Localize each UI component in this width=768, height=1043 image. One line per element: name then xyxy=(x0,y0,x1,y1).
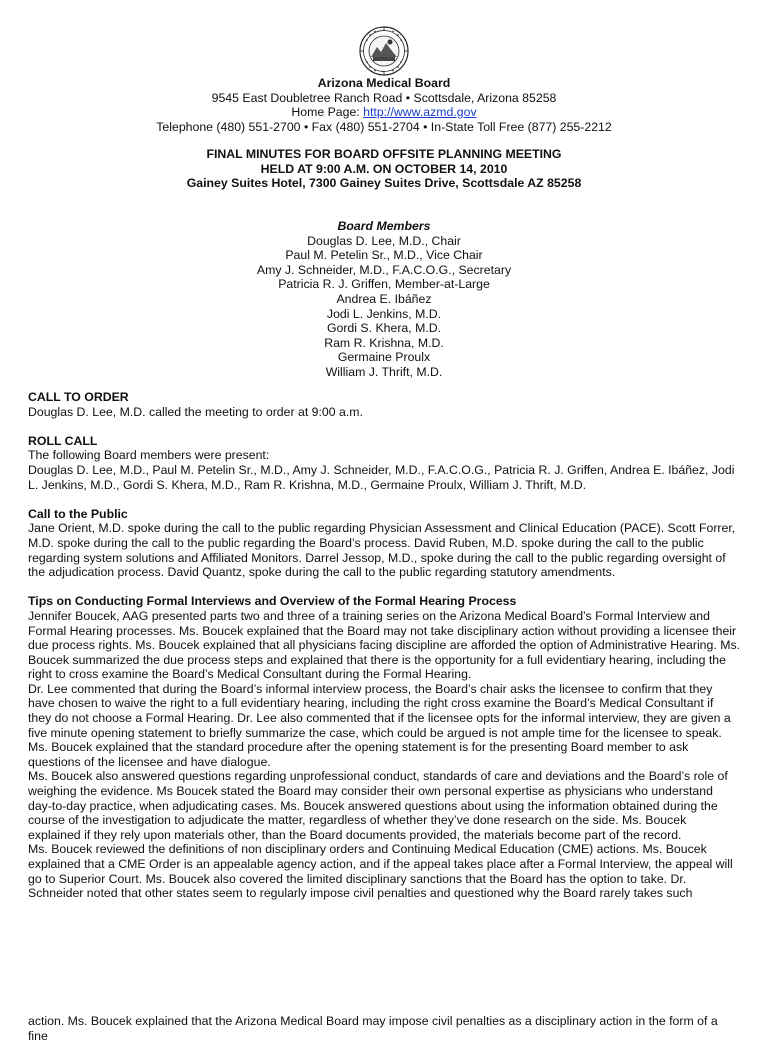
minutes-body xyxy=(28,390,740,915)
paragraph: Jennifer Boucek, AAG presented parts two and three of a training series on the Arizona Medical Board’s Formal Interview and Formal Hearing processes. Ms. Boucek explained that the Board may not take disciplinary action without providing a licensee their due process rights. Ms. Boucek explained that all physicians facing discipline are afforded the option of Administrative Hearing. Ms. Boucek summarized the due process steps and explained that there is the opportunity for a full evidentiary hearing, including the right to cross examine the Board’s Medical Consultant during the Formal Hearing. xyxy=(28,608,741,682)
board-members-heading: Board Members xyxy=(337,219,431,233)
paragraph: Ms. Boucek reviewed the definitions of non disciplinary orders and Continuing Medical Education (CME) actions. Ms. Boucek explained that a CME Order is an appealable agency action, and if the appeal takes place after a Formal Interview, the appeal will go to Superior Court. Ms. Boucek also covered the limited disciplinary sanctions that the Board has the option to take. Dr. Schneider noted that other states seem to regularly impose civil penalties and questioned why the Board rarely takes such xyxy=(28,842,733,901)
meeting-title-block xyxy=(0,147,768,191)
letterhead xyxy=(0,76,768,134)
organization-address: 9545 East Doubletree Ranch Road • Scottsdale, Arizona 85258 xyxy=(211,90,557,105)
meeting-location: Gainey Suites Hotel, 7300 Gainey Suites Drive, Scottsdale AZ 85258 xyxy=(186,176,582,191)
cutoff-text: action. Ms. Boucek explained that the Arizona Medical Board may impose civil penalties as a disciplinary action in the form of a fine xyxy=(28,1014,718,1043)
section-heading: Tips on Conducting Formal Interviews and Overview of the Formal Hearing Process xyxy=(28,594,517,609)
board-member: Patricia R. J. Griffen, Member-at-Large xyxy=(278,277,490,292)
home-page-line xyxy=(0,105,768,120)
section-text: Douglas D. Lee, M.D., Paul M. Petelin Sr., M.D., Amy J. Schneider, M.D., F.A.C.O.G., Patricia R. J. Griffen, Andrea E. Ibáñez, Jodi L. Jenkins, M.D., Gordi S. Khera, M.D., Ram R. Krishna, M.D., Germaine Proulx, William J. Thrift, M.D. xyxy=(28,462,735,492)
section-text: The following Board members were present: xyxy=(28,448,270,463)
board-member: Andrea E. Ibáñez xyxy=(336,291,432,306)
organization-name: Arizona Medical Board xyxy=(317,76,451,90)
section-heading: CALL TO ORDER xyxy=(28,390,129,404)
call-to-public-section xyxy=(28,507,740,580)
section-text: Jane Orient, M.D. spoke during the call to the public regarding Physician Assessment and Clinical Education (PACE). Scott Forrer, M.D. spoke during the call to the public regarding the Board’s process. David Ruben, M.D. spoke during the call to the public regarding system solutions and Affiliated Monitors. Darrel Jessop, M.D., spoke during the call to the public regarding oversight of the adjudication process. David Quantz, spoke during the call to the public regarding statutory amendments. xyxy=(28,521,736,580)
paragraph: Dr. Lee commented that during the Board’s informal interview process, the Board’s chair asks the licensee to confirm that they have chosen to waive the right to a full evidentiary hearing, including the right cross examine the Board’s Medical Consultant if they do not choose a Formal Hearing. Dr. Lee also commented that if the licensee opts for the informal interview, they are given a five minute opening statement to briefly summarize the case, which could be argued is not ample time for the licensee to speak. Ms. Boucek explained that the standard procedure after the opening statement is for the presenting Board member to ask questions of the licensee and have dialogue. xyxy=(28,681,731,769)
board-member: Jodi L. Jenkins, M.D. xyxy=(326,306,442,321)
board-member: Germaine Proulx xyxy=(337,350,431,365)
meeting-time: HELD AT 9:00 A.M. ON OCTOBER 14, 2010 xyxy=(260,161,508,176)
contact-phone-line: Telephone (480) 551-2700 • Fax (480) 551-2704 • In-State Toll Free (877) 255-2212 xyxy=(156,119,612,134)
call-to-order-section xyxy=(28,390,740,419)
meeting-title: FINAL MINUTES FOR BOARD OFFSITE PLANNING MEETING xyxy=(206,147,562,161)
board-member: Ram R. Krishna, M.D. xyxy=(324,335,444,350)
state-seal-icon xyxy=(359,26,409,76)
board-member: Gordi S. Khera, M.D. xyxy=(326,321,442,336)
formal-interviews-section xyxy=(28,594,740,900)
home-page-link[interactable]: http://www.azmd.gov xyxy=(363,105,477,120)
section-heading: ROLL CALL xyxy=(28,433,98,448)
board-member: Paul M. Petelin Sr., M.D., Vice Chair xyxy=(285,248,483,263)
roll-call-section xyxy=(28,434,740,492)
board-member: William J. Thrift, M.D. xyxy=(325,364,443,379)
board-member: Douglas D. Lee, M.D., Chair xyxy=(307,233,461,248)
section-heading: Call to the Public xyxy=(28,506,128,521)
board-member: Amy J. Schneider, M.D., F.A.C.O.G., Secretary xyxy=(256,262,512,277)
paragraph: Ms. Boucek also answered questions regarding unprofessional conduct, standards of care and deviations and the Board’s role of weighing the evidence. Ms Boucek stated the Board may consider their own personal expertise as physicians who understand day-to-day practice, when adjudicating cases. Ms. Boucek answered questions about using the information obtained during the course of the investigation to adjudicate the matter, regardless of whether they’ve done research on the side. Ms. Boucek explained if they rely upon materials other, than the Board documents provided, the materials become part of the record. xyxy=(28,769,728,842)
home-page-label: Home Page: xyxy=(291,105,364,120)
cutoff-next-line xyxy=(28,1014,740,1043)
section-text: Douglas D. Lee, M.D. called the meeting to order at 9:00 a.m. xyxy=(28,404,363,419)
board-members-block xyxy=(0,219,768,380)
